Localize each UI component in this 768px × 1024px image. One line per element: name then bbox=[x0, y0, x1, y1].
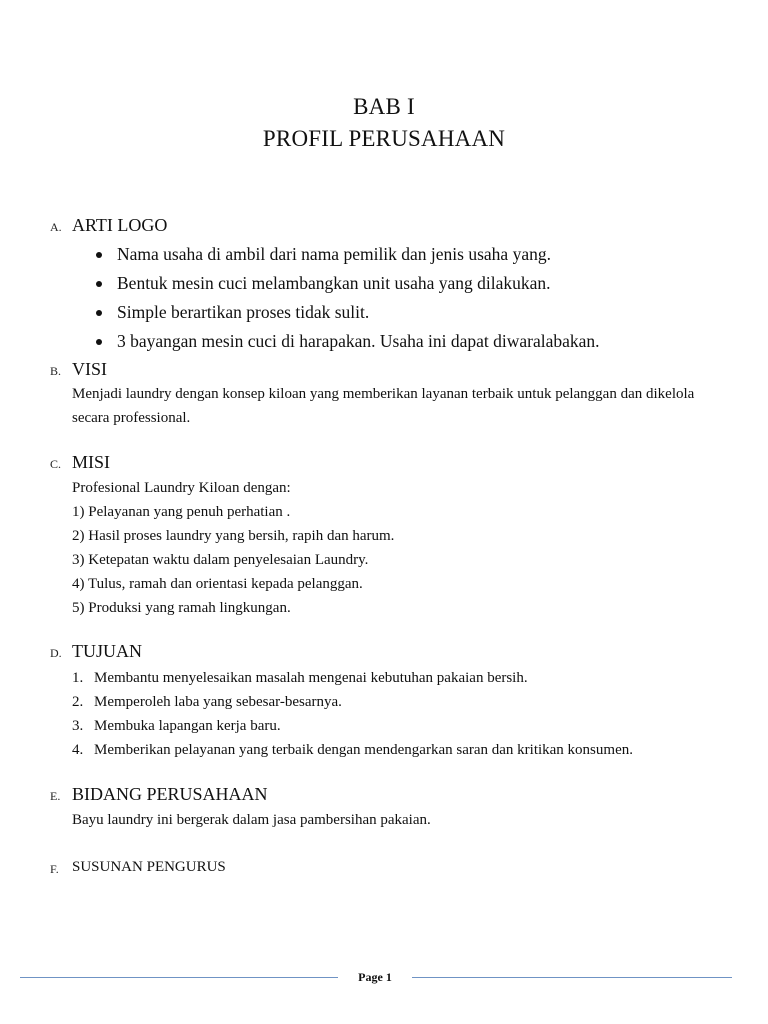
list-item: 4) Tulus, ramah dan orientasi kepada pelanggan. bbox=[72, 576, 363, 592]
section-b-heading: VISI bbox=[72, 359, 107, 379]
list-item-text: Nama usaha di ambil dari nama pemilik dan jenis usaha yang. bbox=[117, 244, 551, 264]
footer-divider-right bbox=[412, 977, 732, 978]
list-item bbox=[72, 714, 633, 738]
bullet-icon bbox=[96, 310, 102, 316]
misi-list bbox=[72, 476, 394, 620]
section-d-letter: D. bbox=[50, 646, 62, 660]
bidang-text: Bayu laundry ini bergerak dalam jasa pambersihan pakaian. bbox=[72, 812, 431, 828]
list-item bbox=[72, 666, 633, 690]
section-c-letter: C. bbox=[50, 457, 62, 471]
bullet-icon bbox=[96, 281, 102, 287]
section-a-letter: A. bbox=[50, 220, 62, 234]
chapter-label: BAB I bbox=[353, 94, 415, 119]
list-number: 3. bbox=[72, 718, 84, 734]
visi-text: Menjadi laundry dengan konsep kiloan yang memberikan layanan terbaik untuk pelanggan dan dikelola secara professional. bbox=[72, 386, 695, 426]
list-item-text: Memperoleh laba yang sebesar-besarnya. bbox=[94, 694, 342, 710]
section-d-heading: TUJUAN bbox=[72, 641, 142, 661]
section-f-heading: SUSUNAN PENGURUS bbox=[72, 859, 226, 875]
list-item bbox=[72, 327, 600, 356]
list-item bbox=[72, 738, 633, 762]
list-number: 2. bbox=[72, 694, 84, 710]
list-number: 4. bbox=[72, 742, 84, 758]
list-item bbox=[72, 298, 600, 327]
page-title: PROFIL PERUSAHAAN bbox=[262, 126, 506, 151]
list-item-text: Membantu menyelesaikan masalah mengenai kebutuhan pakaian bersih. bbox=[94, 670, 528, 686]
list-item bbox=[72, 690, 633, 714]
list-item-text: Bentuk mesin cuci melambangkan unit usaha yang dilakukan. bbox=[117, 273, 551, 293]
list-item-text: Memberikan pelayanan yang terbaik dengan mendengarkan saran dan kritikan konsumen. bbox=[94, 742, 633, 758]
footer-divider-left bbox=[20, 977, 338, 978]
section-e-letter: E. bbox=[50, 789, 61, 803]
bullet-icon bbox=[96, 339, 102, 345]
section-a-heading: ARTI LOGO bbox=[72, 215, 168, 235]
list-item bbox=[72, 269, 600, 298]
section-e-heading: BIDANG PERUSAHAAN bbox=[72, 784, 268, 804]
list-item-text: Simple berartikan proses tidak sulit. bbox=[117, 302, 370, 322]
section-c-heading: MISI bbox=[72, 452, 111, 472]
list-item: 2) Hasil proses laundry yang bersih, rapih dan harum. bbox=[72, 528, 395, 544]
list-number: 1. bbox=[72, 670, 84, 686]
list-item: 3) Ketepatan waktu dalam penyelesaian Laundry. bbox=[72, 552, 369, 568]
list-item: 5) Produksi yang ramah lingkungan. bbox=[72, 600, 291, 616]
section-b-letter: B. bbox=[50, 364, 62, 378]
page-number: Page 1 bbox=[358, 970, 392, 984]
list-item bbox=[72, 240, 600, 269]
tujuan-list bbox=[72, 666, 633, 762]
section-f-letter: F. bbox=[50, 862, 59, 876]
arti-logo-list bbox=[72, 240, 600, 356]
list-item: 1) Pelayanan yang penuh perhatian . bbox=[72, 504, 291, 520]
list-item: Profesional Laundry Kiloan dengan: bbox=[72, 480, 291, 496]
list-item-text: Membuka lapangan kerja baru. bbox=[94, 718, 281, 734]
bullet-icon bbox=[96, 252, 102, 258]
list-item-text: 3 bayangan mesin cuci di harapakan. Usaha ini dapat diwaralabakan. bbox=[117, 331, 600, 351]
